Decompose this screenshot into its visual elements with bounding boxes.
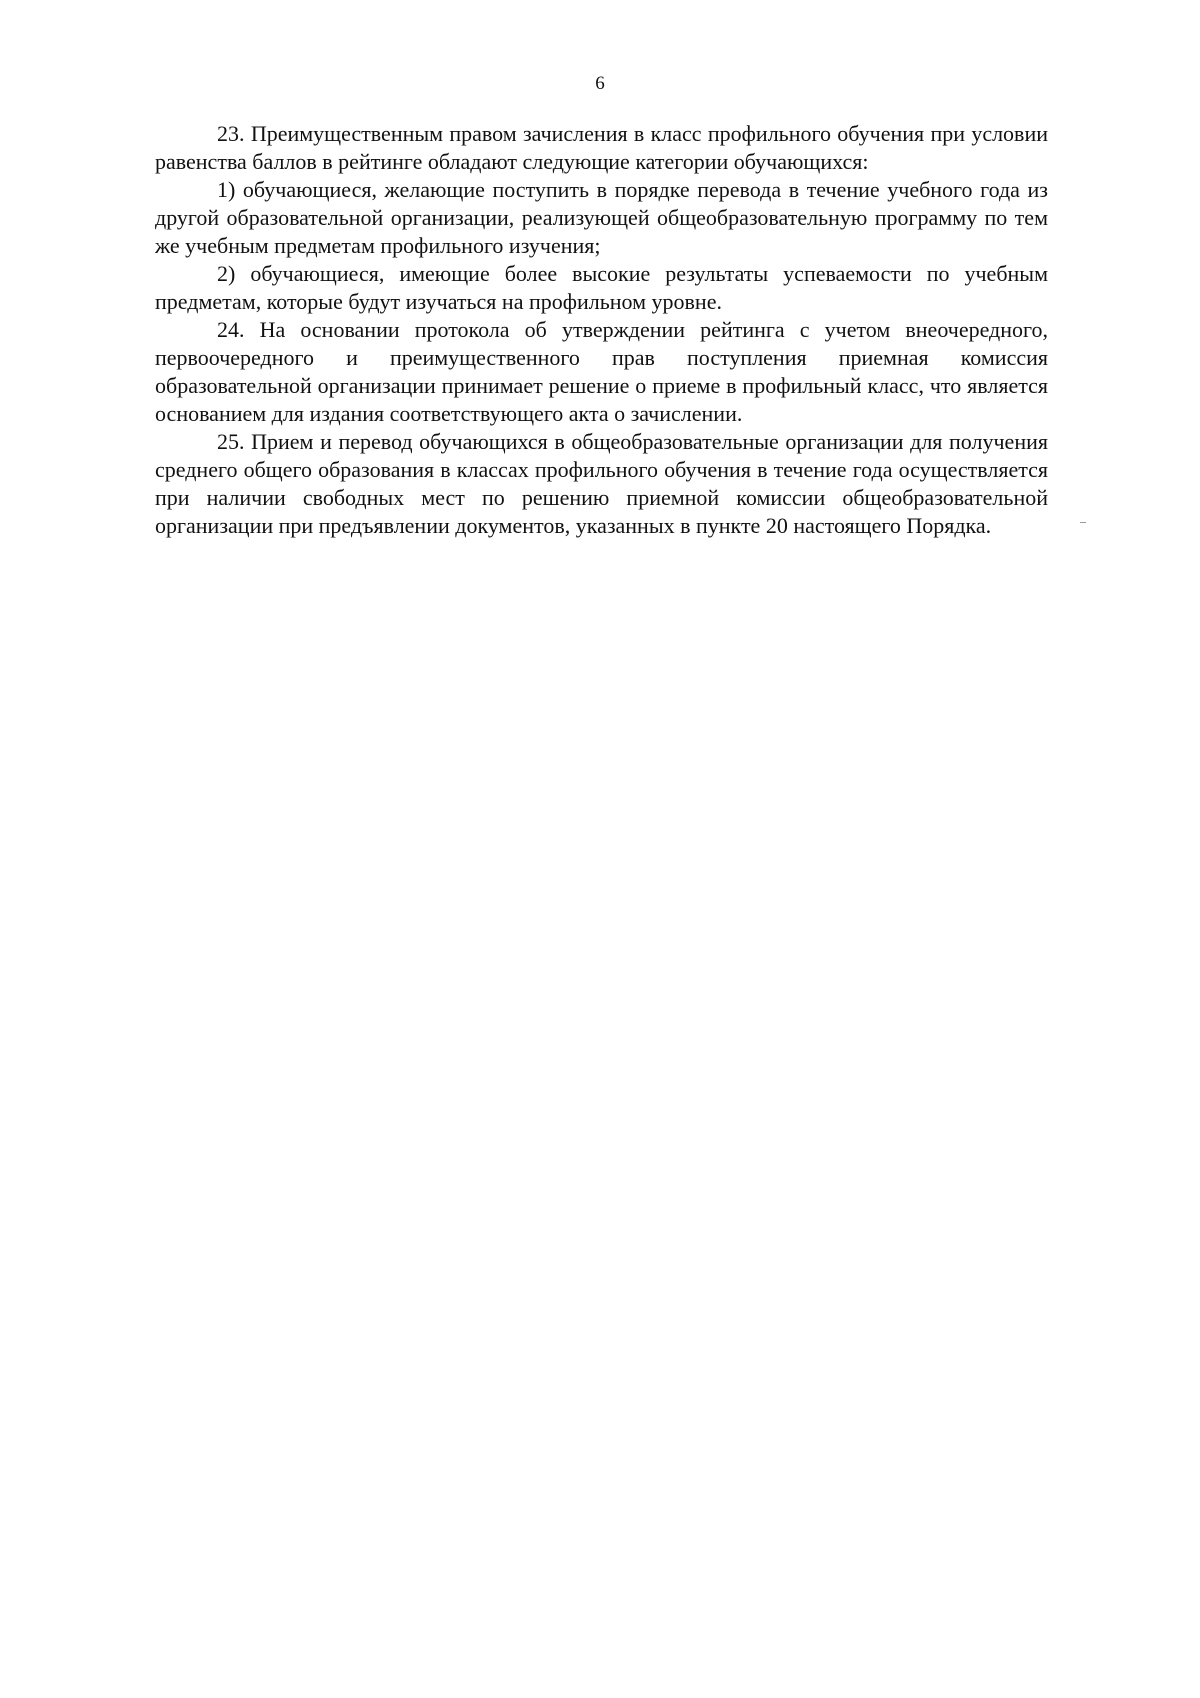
- document-body: [155, 120, 1048, 540]
- paragraph-25: 25. Прием и перевод обучающихся в общеобразовательные организации для получения среднего общего образования в классах профильного обучения в течение года осуществляется при наличии свободных мест по решению приемной комиссии общеобразовательной организации при предъявлении документов, указанных в пункте 20 настоящего Порядка.: [155, 429, 1048, 538]
- paragraph-23: 23. Преимущественным правом зачисления в класс профильного обучения при условии равенства баллов в рейтинге обладают следующие категории обучающихся:: [155, 121, 1048, 174]
- paragraph-23-item-2: 2) обучающиеся, имеющие более высокие результаты успеваемости по учебным предметам, которые будут изучаться на профильном уровне.: [155, 261, 1048, 314]
- page-number: 6: [595, 73, 605, 94]
- paragraph-24: 24. На основании протокола об утверждении рейтинга с учетом внеочередного, первоочередного и преимущественного прав поступления приемная комиссия образовательной организации принимает решение о приеме в профильный класс, что является основанием для издания соответствующего акта о зачислении.: [155, 317, 1048, 426]
- paragraph-23-item-1: 1) обучающиеся, желающие поступить в порядке перевода в течение учебного года из другой образовательной организации, реализующей общеобразовательную программу по тем же учебным предметам профильного изучения;: [155, 177, 1048, 258]
- scan-artifact: [1080, 522, 1086, 523]
